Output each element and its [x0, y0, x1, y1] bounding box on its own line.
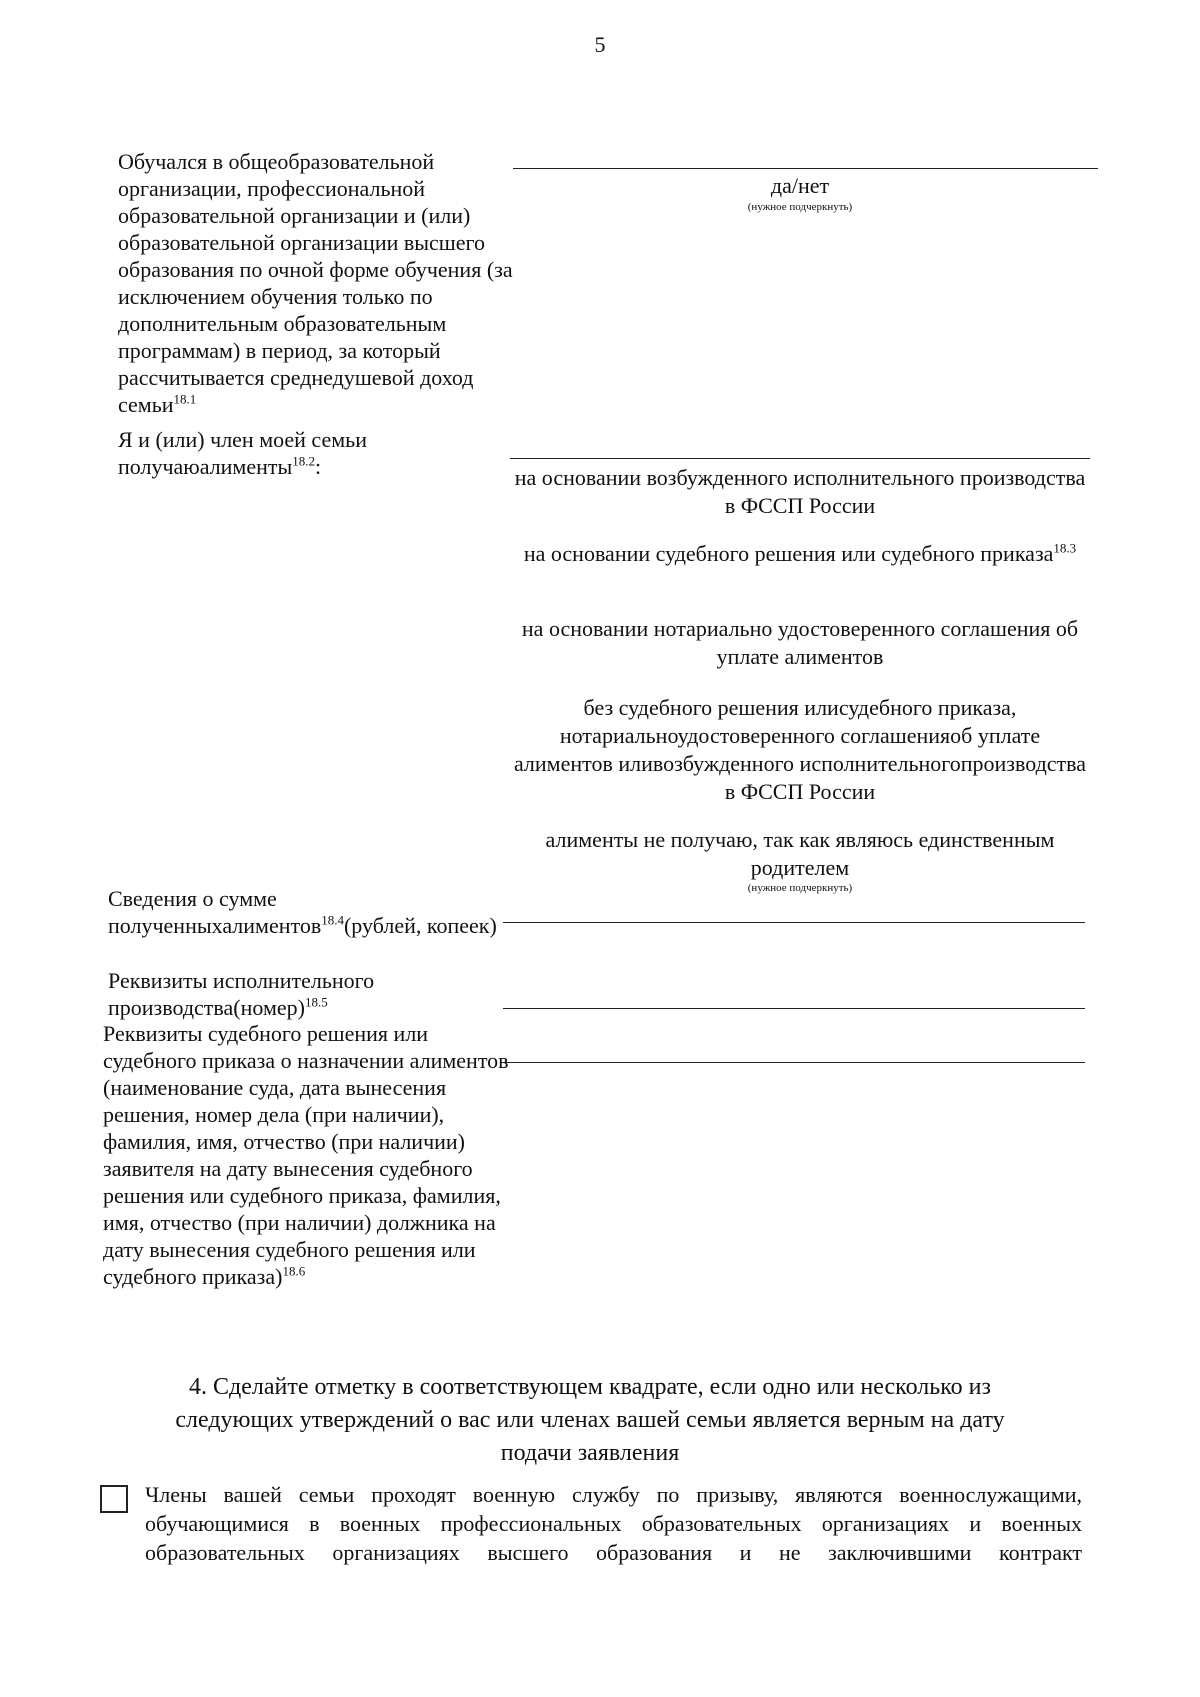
studied-label [118, 148, 518, 418]
court-decision-label-text: Реквизиты судебного решения или судебного приказа о назначении алиментов (наименование суда, дата вынесения решения, номер дела (при наличии), фамилия, имя, отчество (при наличии) заявителя на дату вынесения судебного решения или судебного приказа, фамилия, имя, отчество (при наличии) должника на дату вынесения судебного решения или судебного приказа) [103, 1021, 509, 1289]
alimony-option-enforcement[interactable] [510, 464, 1090, 520]
alimony-option-single-parent[interactable] [510, 826, 1090, 882]
alimony-option-text: без судебного решения илисудебного приказа, нотариальноудостоверенного соглашенияоб уплате алиментов иливозбужденного исполнительногопроизводства в ФССП России [513, 695, 1087, 804]
footnote-ref: 18.6 [282, 1263, 306, 1279]
studied-answer-line[interactable] [513, 168, 1098, 169]
alimony-option-text: на основании возбужденного исполнительного производства в ФССП России [514, 465, 1086, 518]
enforcement-label-text: Реквизиты исполнительного производства(номер) [108, 968, 375, 1020]
alimony-option-text: алименты не получаю, так как являюсь единственным родителем [545, 827, 1055, 880]
alimony-option-text: на основании судебного решения или судебного приказа [523, 541, 1054, 566]
alimony-option-voluntary[interactable] [510, 694, 1090, 806]
alimony-label-suffix: : [315, 454, 322, 479]
section-4-heading: 4. Сделайте отметку в соответствующем квадрате, если одно или несколько из следующих утверждений о вас или членах вашей семьи является верным на дату подачи заявления [175, 1374, 1005, 1466]
page-number: 5 [594, 32, 606, 57]
alimony-amount-label-suffix: (рублей, копеек) [343, 913, 497, 938]
alimony-option-text: на основании нотариально удостоверенного соглашения об уплате алиментов [521, 616, 1079, 669]
court-decision-line[interactable] [503, 1062, 1085, 1063]
enforcement-label [108, 967, 508, 1021]
enforcement-number-line[interactable] [503, 1008, 1085, 1009]
military-service-checkbox[interactable] [100, 1485, 128, 1513]
alimony-amount-label [108, 885, 508, 939]
footnote-ref: 18.1 [173, 391, 197, 407]
military-service-statement: Члены вашей семьи проходят военную службу по призыву, являются военнослужащими, обучающимися в военных профессиональных образовательных организациях и военных образовательных организациях высшего образования и не заключившими контракт [145, 1482, 1082, 1565]
alimony-label [118, 426, 518, 480]
court-decision-label [103, 1020, 523, 1290]
footnote-ref: 18.4 [321, 912, 344, 928]
alimony-underline-note: (нужное подчеркнуть) [747, 882, 853, 894]
alimony-option-court[interactable] [510, 540, 1090, 568]
alimony-label-text: Я и (или) член моей семьи получаюалименты [118, 427, 367, 479]
footnote-ref: 18.5 [304, 994, 328, 1010]
alimony-amount-line[interactable] [503, 922, 1085, 923]
studied-underline-note: (нужное подчеркнуть) [747, 201, 853, 213]
alimony-amount-label-text: Сведения о сумме полученныхалиментов [108, 886, 322, 938]
footnote-ref: 18.2 [292, 453, 316, 469]
studied-label-text: Обучался в общеобразовательной организации, профессиональной образовательной организации и (или) образовательной организации высшего образования по очной форме обучения (за исключением обучения только по дополнительным образовательным программам) в период, за который рассчитывается среднедушевой доход семьи [118, 149, 513, 417]
studied-answer-options[interactable]: да/нет [770, 173, 830, 198]
alimony-option-notarial[interactable] [510, 615, 1090, 671]
alimony-answer-line[interactable] [510, 458, 1090, 459]
footnote-ref: 18.3 [1053, 540, 1077, 556]
